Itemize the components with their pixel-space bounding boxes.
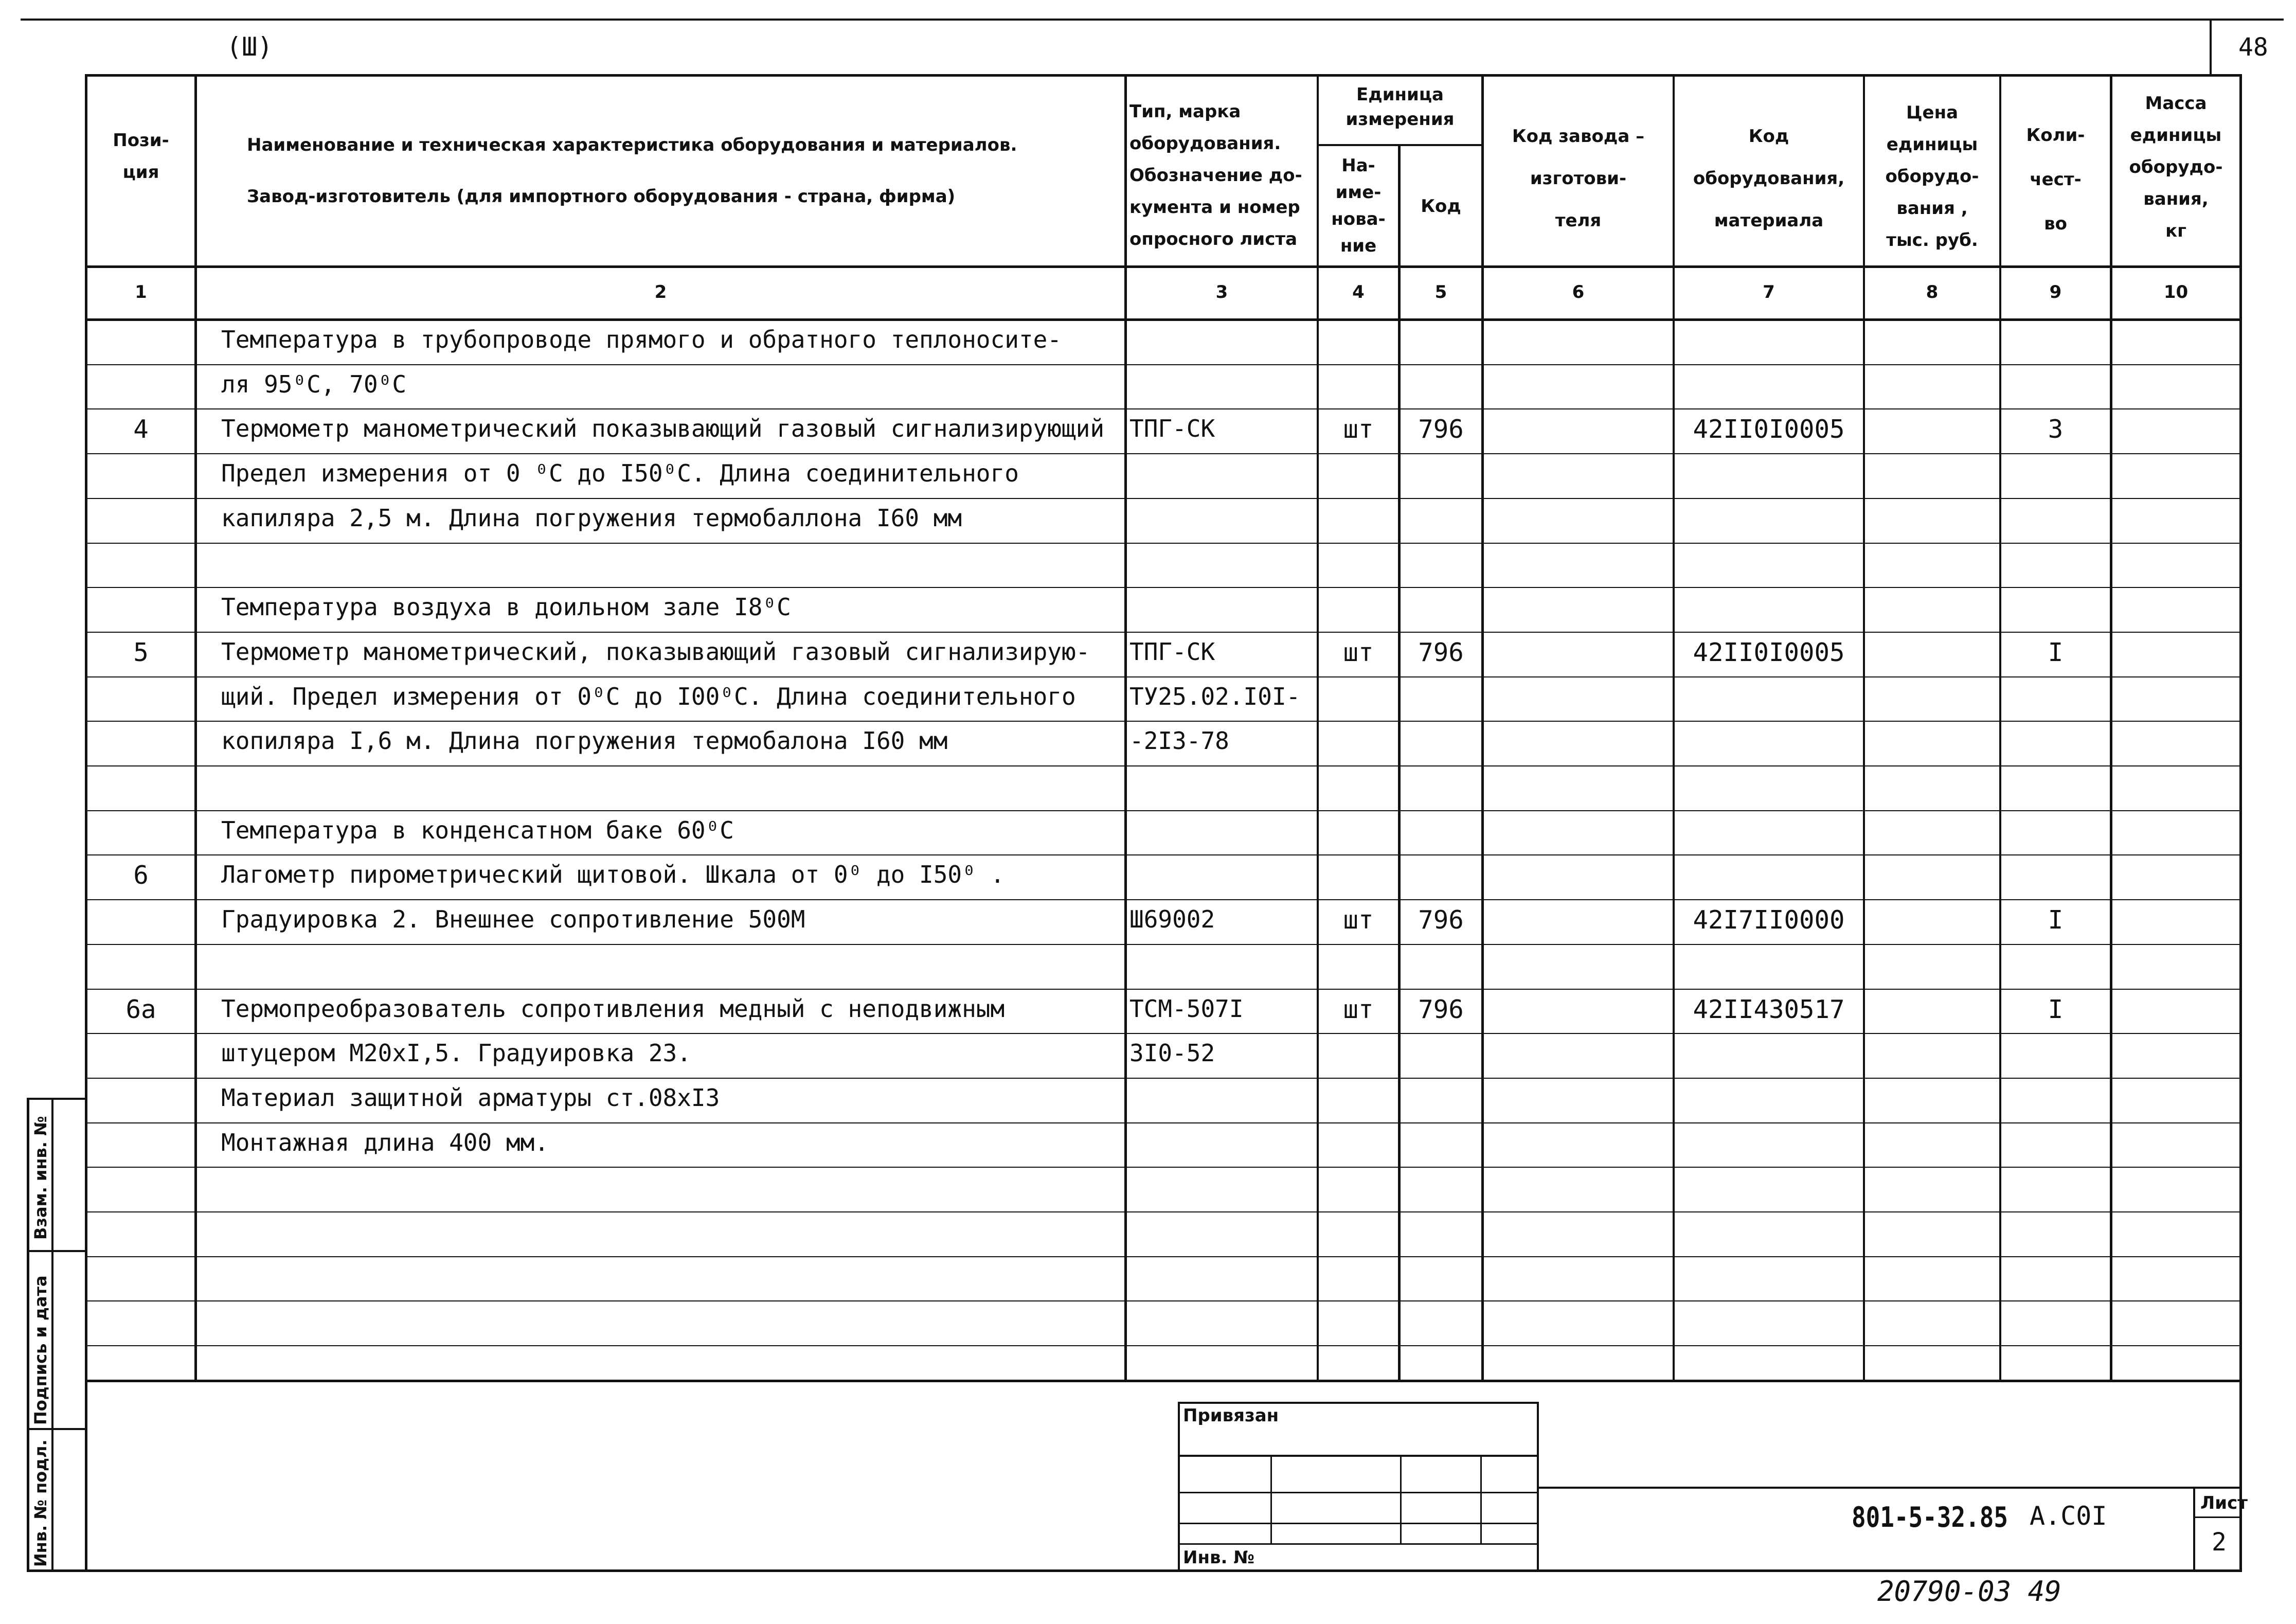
- cell-desc: Температура в конденсатном баке 60⁰С: [221, 816, 734, 844]
- header-unit-group: Единица измерения: [1346, 84, 1455, 130]
- header-description: Наименование и техническая характеристика оборудования и материалов. Завод-изготовитель (для импортного оборудования - страна, фирма): [247, 135, 1017, 207]
- row-line: [85, 1211, 2242, 1212]
- section-mark: (Ш): [226, 32, 273, 62]
- frame-top: [85, 74, 2242, 77]
- cell-desc: ля 95⁰С, 70⁰С: [221, 370, 407, 398]
- cell-type: ТУ25.02.I0I-: [1129, 683, 1301, 710]
- cell-desc: копиляра I,6 м. Длина погружения термобалона I60 мм: [221, 727, 948, 755]
- side-inv-sub: Инв. № подл.: [31, 1439, 50, 1567]
- column-number: 7: [1763, 282, 1775, 302]
- cell-qty: I: [2048, 638, 2064, 667]
- cell-desc: Температура в трубопроводе прямого и обратного теплоносите-: [221, 326, 1062, 353]
- row-line: [85, 587, 2242, 588]
- row-line: [85, 854, 2242, 855]
- cell-eq-code: 42II430517: [1693, 995, 1845, 1024]
- cell-desc: Температура воздуха в доильном зале I8⁰С: [221, 593, 791, 621]
- header-quantity: Коли- чест- во: [2026, 125, 2085, 234]
- cell-pos: 5: [133, 638, 149, 667]
- sheet-label: Лист: [2200, 1493, 2248, 1513]
- row-line: [85, 810, 2242, 811]
- row-line: [85, 498, 2242, 499]
- header-price: Цена единицы оборудо- вания , тыс. руб.: [1885, 102, 1979, 251]
- cell-desc: Лагометр пирометрический щитовой. Шкала от 0⁰ до I50⁰ .: [221, 861, 1005, 888]
- header-equipment-code: Код оборудования, материала: [1693, 126, 1845, 231]
- column-number: 5: [1434, 282, 1447, 302]
- side-sign-date: Подпись и дата: [31, 1275, 50, 1425]
- side-vzam-inv: Взам. инв. №: [31, 1116, 50, 1240]
- column-number: 3: [1215, 282, 1228, 302]
- row-line: [85, 1078, 2242, 1079]
- row-line: [85, 453, 2242, 454]
- cell-desc: Предел измерения от 0 ⁰С до I50⁰С. Длина соединительного: [221, 459, 1019, 487]
- bottom-note: 20790-03 49: [1877, 1575, 2061, 1608]
- cell-qty: I: [2048, 905, 2064, 935]
- cell-pos: 6а: [125, 995, 156, 1024]
- cell-desc: капиляра 2,5 м. Длина погружения термобаллона I60 мм: [221, 504, 962, 532]
- cell-desc: Градуировка 2. Внешнее сопротивление 500М: [221, 905, 805, 933]
- cell-type: 3I0-52: [1129, 1039, 1215, 1067]
- column-number: 1: [135, 282, 147, 302]
- cell-code: 796: [1418, 415, 1464, 444]
- header-unit-name: На- име- нова- ние: [1331, 155, 1386, 256]
- page-number: 48: [2238, 33, 2268, 62]
- row-line: [85, 632, 2242, 633]
- privyazan-label: Привязан: [1183, 1405, 1279, 1426]
- cell-desc: Термометр манометрический, показывающий газовый сигнализирую-: [221, 638, 1090, 666]
- cell-eq-code: 42I7II0000: [1693, 905, 1845, 935]
- column-number: 10: [2163, 282, 2189, 302]
- row-line: [85, 364, 2242, 365]
- row-line: [85, 1122, 2242, 1123]
- header-unit-code: Код: [1421, 196, 1461, 217]
- header-type: Тип, марка оборудования. Обозначение до- кумента и номер опросного листа: [1129, 101, 1302, 249]
- cell-code: 796: [1418, 995, 1464, 1024]
- cell-code: 796: [1418, 905, 1464, 935]
- row-line: [85, 721, 2242, 722]
- row-line: [85, 543, 2242, 544]
- cell-desc: Термометр манометрический показывающий газовый сигнализирующий: [221, 415, 1105, 442]
- cell-type: ТСМ-507I: [1129, 995, 1244, 1023]
- cell-pos: 6: [133, 861, 149, 890]
- row-line: [85, 408, 2242, 409]
- header-mass: Масса единицы оборудо- вания, кг: [2129, 93, 2223, 241]
- row-line: [85, 1167, 2242, 1168]
- row-line: [85, 1345, 2242, 1346]
- column-number: 6: [1572, 282, 1585, 302]
- cell-desc: штуцером М20хI,5. Градуировка 23.: [221, 1039, 691, 1067]
- document-designation: 801-5-32.85: [1852, 1501, 2008, 1533]
- column-number: 8: [1926, 282, 1939, 302]
- row-line: [85, 1300, 2242, 1301]
- frame-right: [2239, 74, 2242, 1572]
- row-line: [85, 1256, 2242, 1257]
- row-line: [85, 1033, 2242, 1034]
- cell-type: ТПГ-СК: [1129, 415, 1215, 442]
- header-factory-code: Код завода – изготови- теля: [1512, 126, 1645, 231]
- cell-desc: Термопреобразователь сопротивления медный с неподвижным: [221, 995, 1005, 1023]
- cell-qty: I: [2048, 995, 2064, 1024]
- cell-type: Ш69002: [1129, 905, 1215, 933]
- cell-desc: Монтажная длина 400 мм.: [221, 1129, 549, 1156]
- frame-bottom: [85, 1569, 2242, 1572]
- cell-desc: Материал защитной арматуры ст.08хI3: [221, 1084, 720, 1112]
- cell-type: -2I3-78: [1129, 727, 1229, 755]
- cell-eq-code: 42II0I0005: [1693, 415, 1845, 444]
- cell-type: ТПГ-СК: [1129, 638, 1215, 666]
- row-line: [85, 944, 2242, 945]
- column-number: 4: [1352, 282, 1365, 302]
- row-line: [85, 765, 2242, 766]
- sheet-number: 2: [2212, 1528, 2227, 1557]
- cell-qty: 3: [2048, 415, 2064, 444]
- cell-eq-code: 42II0I0005: [1693, 638, 1845, 667]
- row-line: [85, 676, 2242, 677]
- cell-unit: шт: [1343, 415, 1374, 444]
- cell-code: 796: [1418, 638, 1464, 667]
- inv-no-label: Инв. №: [1183, 1547, 1255, 1568]
- row-line: [85, 899, 2242, 900]
- column-number: 2: [654, 282, 667, 302]
- document-suffix: А.С0I: [2030, 1501, 2107, 1531]
- cell-desc: щий. Предел измерения от 0⁰С до I00⁰С. Длина соединительного: [221, 683, 1076, 710]
- cell-unit: шт: [1343, 638, 1374, 667]
- column-number: 9: [2049, 282, 2062, 302]
- row-line: [85, 989, 2242, 990]
- cell-unit: шт: [1343, 905, 1374, 935]
- header-position: Пози- ция: [113, 130, 169, 183]
- cell-unit: шт: [1343, 995, 1374, 1024]
- cell-pos: 4: [133, 415, 149, 444]
